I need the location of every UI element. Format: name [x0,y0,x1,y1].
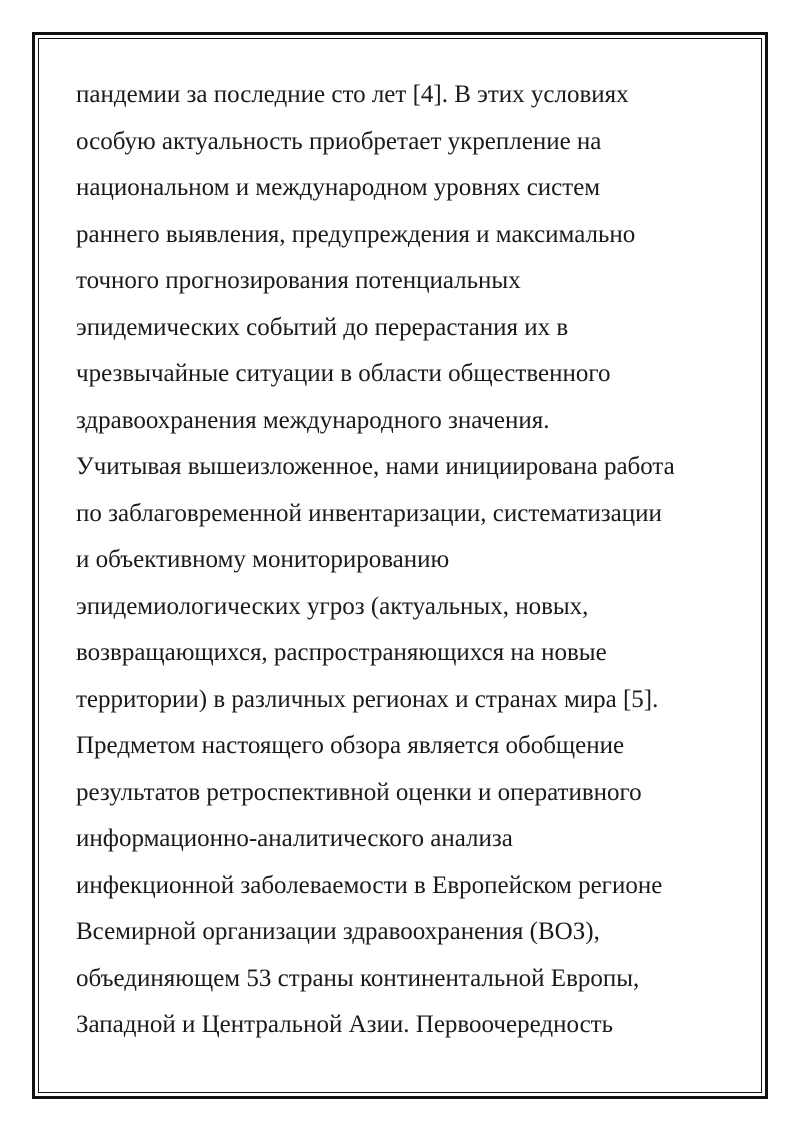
text-line: Предметом настоящего обзора является обобщение [76,732,625,759]
text-line: результатов ретроспективной оценки и оперативного [76,778,642,806]
text-line: по заблаговременной инвентаризации, систематизации [76,499,662,527]
text-line: возвращающихся, распространяющихся на новые [76,639,607,666]
text-line: чрезвычайные ситуации в области общественного [76,360,611,387]
body-text [76,72,736,1049]
text-line: Учитывая вышеизложенное, нами инициирована работа [76,453,675,480]
text-line: эпидемических событий до перерастания их в [76,313,569,341]
text-line: и объективному мониторированию [76,546,450,573]
text-line: особую актуальность приобретает укрепление на [76,127,602,155]
text-line: информационно-аналитического анализа [76,825,513,852]
text-line: раннего выявления, предупреждения и максимально [76,220,636,248]
text-line: объединяющем 53 страны континентальной Европы, [76,964,640,992]
text-line: эпидемиологических угроз (актуальных, новых, [76,592,589,620]
text-line: территории) в различных регионах и странах мира [5]. [76,685,659,713]
text-line: Западной и Центральной Азии. Первоочередность [76,1011,613,1038]
text-line: пандемии за последние сто лет [4]. В этих условиях [76,81,629,108]
text-line: Всемирной организации здравоохранения (ВОЗ), [76,918,600,945]
text-line: точного прогнозирования потенциальных [76,267,521,294]
text-line: здравоохранения международного значения. [76,406,550,434]
text-line: инфекционной заболеваемости в Европейском регионе [76,871,663,899]
text-line: национальном и международном уровнях систем [76,174,601,201]
